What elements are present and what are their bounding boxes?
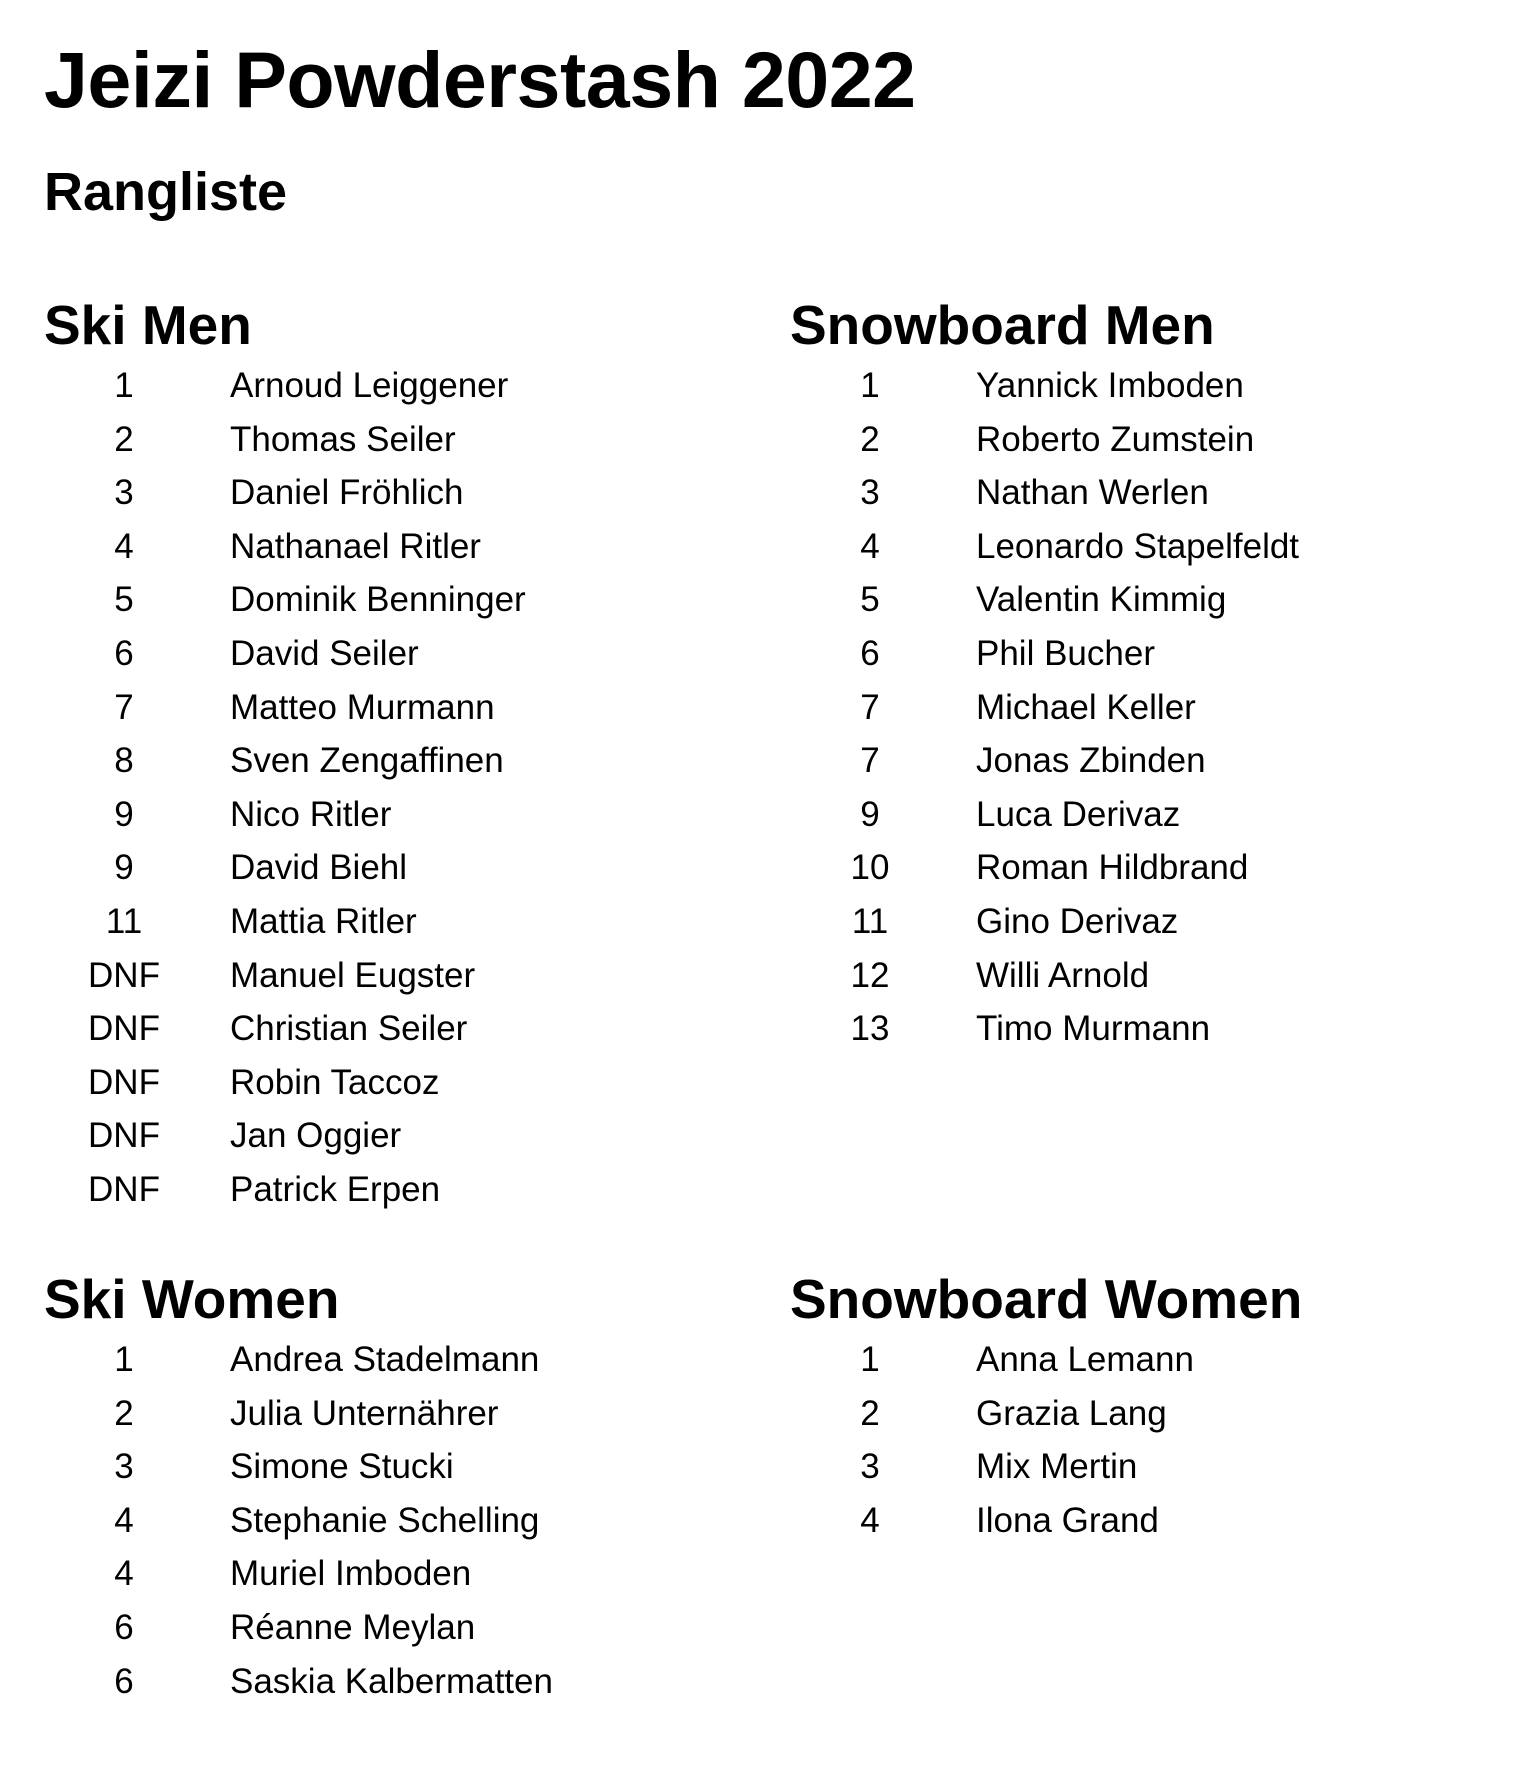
athlete-name: Dominik Benninger [230, 580, 526, 620]
athlete-name: Michael Keller [976, 687, 1196, 727]
athlete-name: Andrea Stadelmann [230, 1340, 540, 1379]
rank-position: 3 [860, 1447, 880, 1487]
rank-position: 11 [105, 901, 143, 941]
athlete-name: Roman Hildbrand [976, 848, 1249, 888]
ranking-row [44, 573, 724, 627]
rank-position: 8 [114, 741, 134, 781]
rank-position: DNF [88, 1009, 160, 1049]
athlete-name: Patrick Erpen [230, 1169, 441, 1209]
ranking-row [790, 413, 1470, 467]
rank-position: 5 [860, 580, 880, 620]
rank-position: 9 [860, 794, 880, 834]
ranking-row [44, 949, 724, 1003]
athlete-name: Matteo Murmann [230, 687, 495, 727]
ranking-row [790, 1002, 1470, 1056]
athlete-name: Willi Arnold [976, 955, 1150, 995]
rank-position: 12 [850, 955, 890, 995]
rank-position: 7 [114, 687, 134, 727]
athlete-name: Stephanie Schelling [230, 1500, 540, 1540]
athlete-name: Sven Zengaffinen [230, 741, 504, 781]
ranking-row [790, 1494, 1470, 1548]
rank-position: 11 [851, 901, 889, 941]
section-ski-men [44, 294, 724, 1217]
ranking-row [790, 466, 1470, 520]
rank-position: 7 [860, 687, 880, 727]
athlete-name: Manuel Eugster [230, 955, 476, 995]
section-heading: Snowboard Women [790, 1268, 1303, 1330]
athlete-name: Yannick Imboden [976, 366, 1244, 405]
ranking-row [790, 359, 1470, 413]
ranking-row [44, 1163, 724, 1217]
athlete-name: Timo Murmann [976, 1009, 1211, 1049]
athlete-name: Saskia Kalbermatten [230, 1661, 553, 1701]
ranking-row [44, 895, 724, 949]
section-snowboard-men [790, 294, 1470, 1056]
athlete-name: Nathanael Ritler [230, 526, 481, 566]
rank-position: DNF [88, 1116, 160, 1156]
ranking-row [790, 520, 1470, 574]
athlete-name: Luca Derivaz [976, 794, 1181, 834]
ranking-row [790, 1333, 1470, 1387]
rank-position: 4 [114, 1554, 134, 1594]
rank-position: 9 [114, 848, 134, 888]
section-snowboard-women [790, 1268, 1470, 1547]
rank-position: 1 [860, 366, 880, 405]
athlete-name: Anna Lemann [976, 1340, 1194, 1379]
page-subtitle: Rangliste [44, 162, 288, 222]
section-heading: Ski Women [44, 1268, 340, 1330]
ranking-row [790, 895, 1470, 949]
rank-position: 2 [114, 1393, 134, 1433]
athlete-name: Jonas Zbinden [976, 741, 1206, 781]
athlete-name: Robin Taccoz [230, 1062, 440, 1102]
rank-position: 7 [860, 741, 880, 781]
rank-position: DNF [88, 955, 160, 995]
athlete-name: Roberto Zumstein [976, 419, 1255, 459]
rank-position: 10 [850, 848, 890, 888]
ranking-row [44, 681, 724, 735]
athlete-name: Mattia Ritler [230, 901, 417, 941]
rank-position: 13 [850, 1009, 890, 1049]
ranking-row [44, 1547, 724, 1601]
rank-position: 1 [114, 1340, 134, 1379]
athlete-name: Arnoud Leiggener [230, 366, 509, 405]
athlete-name: Phil Bucher [976, 633, 1155, 673]
athlete-name: David Seiler [230, 633, 419, 673]
ranking-row [790, 681, 1470, 735]
section-heading: Snowboard Men [790, 294, 1215, 356]
ranking-row [44, 841, 724, 895]
rank-position: 2 [114, 419, 134, 459]
rank-position: 4 [860, 1500, 880, 1540]
ranking-row [44, 413, 724, 467]
rank-position: 1 [114, 366, 134, 405]
section-heading: Ski Men [44, 294, 252, 356]
ranking-row [44, 1109, 724, 1163]
ranking-row [44, 1056, 724, 1110]
rank-position: 6 [114, 1661, 134, 1701]
ranking-row [44, 1601, 724, 1655]
page-title: Jeizi Powderstash 2022 [44, 35, 916, 124]
athlete-name: Simone Stucki [230, 1447, 454, 1487]
section-ski-women [44, 1268, 724, 1708]
rank-position: 3 [114, 1447, 134, 1487]
ranking-row [44, 359, 724, 413]
ranking-row [44, 627, 724, 681]
ranking-list [44, 1333, 724, 1708]
rank-position: 6 [114, 633, 134, 673]
athlete-name: David Biehl [230, 848, 408, 888]
ranking-list [790, 1333, 1470, 1547]
ranking-row [790, 627, 1470, 681]
ranking-row [44, 788, 724, 842]
rank-position: 3 [860, 473, 880, 513]
athlete-name: Gino Derivaz [976, 901, 1179, 941]
rank-position: 4 [114, 526, 134, 566]
rank-position: 9 [114, 794, 134, 834]
ranking-list [44, 359, 724, 1217]
rank-position: 4 [860, 526, 880, 566]
rank-position: 6 [860, 633, 880, 673]
rank-position: 6 [114, 1607, 134, 1647]
athlete-name: Leonardo Stapelfeldt [976, 526, 1300, 566]
rank-position: 4 [114, 1500, 134, 1540]
ranking-row [790, 1440, 1470, 1494]
athlete-name: Mix Mertin [976, 1447, 1138, 1487]
athlete-name: Réanne Meylan [230, 1607, 476, 1647]
ranking-list [790, 359, 1470, 1056]
athlete-name: Julia Unternährer [230, 1393, 499, 1433]
athlete-name: Grazia Lang [976, 1393, 1167, 1433]
athlete-name: Valentin Kimmig [976, 580, 1227, 620]
ranking-row [44, 1387, 724, 1441]
ranking-row [44, 1655, 724, 1709]
athlete-name: Nico Ritler [230, 794, 392, 834]
ranking-row [790, 573, 1470, 627]
ranking-row [790, 949, 1470, 1003]
athlete-name: Jan Oggier [230, 1116, 402, 1156]
athlete-name: Ilona Grand [976, 1500, 1159, 1540]
ranking-row [44, 1440, 724, 1494]
ranking-row [44, 466, 724, 520]
athlete-name: Thomas Seiler [230, 419, 456, 459]
rank-position: 1 [860, 1340, 880, 1379]
ranking-row [44, 1494, 724, 1548]
ranking-row [790, 734, 1470, 788]
athlete-name: Daniel Fröhlich [230, 473, 464, 513]
rank-position: DNF [88, 1169, 160, 1209]
ranking-row [790, 841, 1470, 895]
ranking-row [790, 1387, 1470, 1441]
athlete-name: Muriel Imboden [230, 1554, 472, 1594]
rank-position: 3 [114, 473, 134, 513]
ranking-row [44, 520, 724, 574]
rank-position: DNF [88, 1062, 160, 1102]
ranking-row [44, 734, 724, 788]
rank-position: 5 [114, 580, 134, 620]
ranking-row [44, 1333, 724, 1387]
athlete-name: Nathan Werlen [976, 473, 1209, 513]
ranking-row [790, 788, 1470, 842]
rank-position: 2 [860, 1393, 880, 1433]
rank-position: 2 [860, 419, 880, 459]
ranking-row [44, 1002, 724, 1056]
athlete-name: Christian Seiler [230, 1009, 468, 1049]
